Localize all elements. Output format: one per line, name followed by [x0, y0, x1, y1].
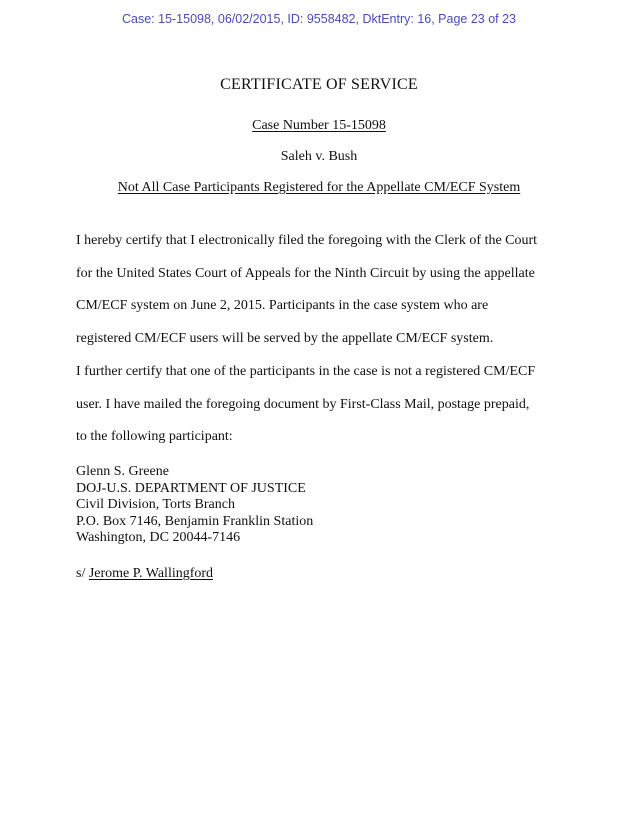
- case-name: Saleh v. Bush: [280, 149, 358, 164]
- paragraph-line: registered CM/ECF users will be served by the appellate CM/ECF system.: [76, 330, 494, 346]
- signature-name: Jerome P. Wallingford: [88, 566, 214, 581]
- paragraph-line: I further certify that one of the participants in the case is not a registered CM/ECF: [76, 364, 536, 379]
- document-title: CERTIFICATE OF SERVICE: [220, 76, 418, 93]
- paragraph-line: CM/ECF system on June 2, 2015. Participants in the case system who are: [76, 298, 489, 313]
- recipient-city: Washington, DC 20044-7146: [76, 530, 241, 545]
- registration-status-text: Not All Case Participants Registered for the Appellate CM/ECF System: [117, 180, 521, 195]
- paragraph-line: I hereby certify that I electronically filed the foregoing with the Clerk of the Court: [76, 233, 538, 248]
- recipient-address-block: [76, 464, 313, 547]
- case-number-text: Case Number 15-15098: [252, 118, 386, 133]
- signature-prefix: s/: [76, 566, 89, 581]
- case-number: [0, 118, 638, 134]
- mailing-paragraph: [76, 356, 576, 454]
- signature-line: [76, 566, 213, 582]
- recipient-name: Glenn S. Greene: [76, 464, 169, 479]
- paragraph-line: for the United States Court of Appeals for the Ninth Circuit by using the appellate: [76, 265, 535, 281]
- paragraph-line: to the following participant:: [76, 429, 233, 444]
- recipient-po-box: P.O. Box 7146, Benjamin Franklin Station: [76, 513, 314, 529]
- registration-status: [0, 180, 638, 196]
- certification-paragraph: [76, 225, 576, 355]
- paragraph-line: user. I have mailed the foregoing document by First-Class Mail, postage prepaid,: [76, 396, 530, 412]
- recipient-division: Civil Division, Torts Branch: [76, 497, 235, 512]
- docket-header-stamp: Case: 15-15098, 06/02/2015, ID: 9558482, DktEntry: 16, Page 23 of 23: [121, 12, 517, 26]
- recipient-organization: DOJ-U.S. DEPARTMENT OF JUSTICE: [76, 480, 306, 496]
